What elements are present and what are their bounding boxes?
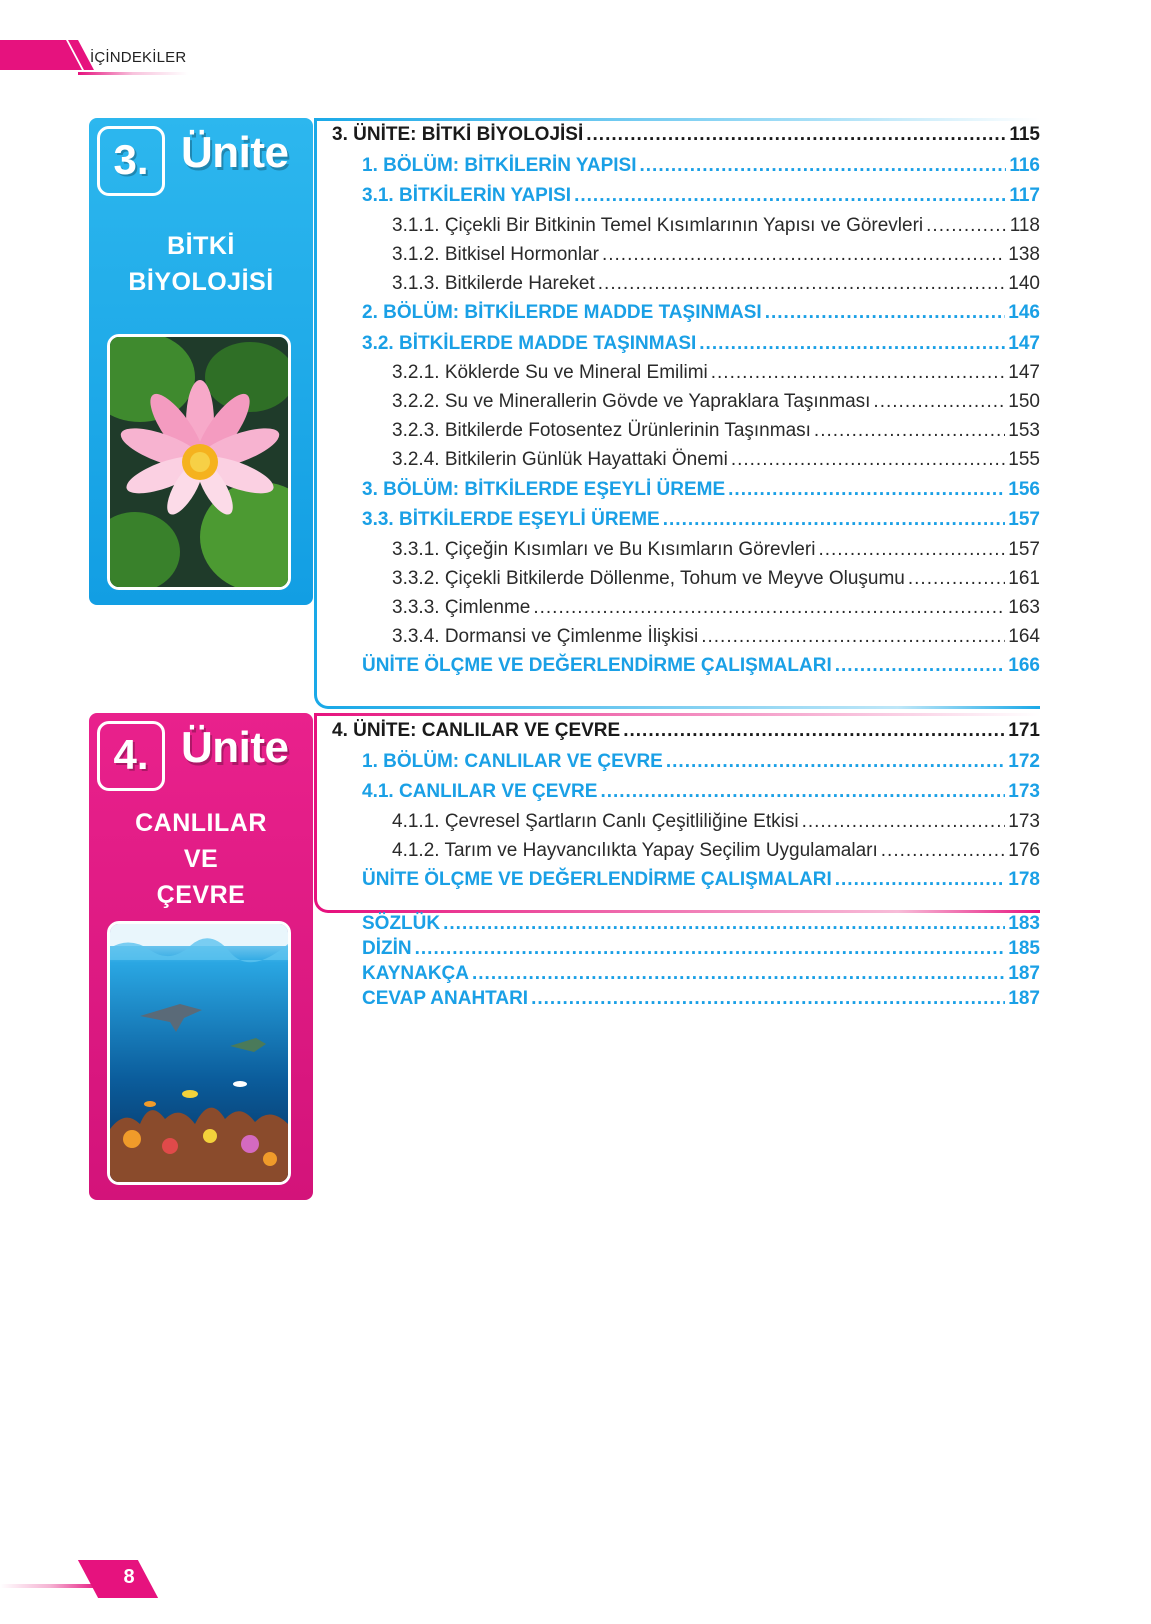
- dot-leader: [639, 155, 1006, 177]
- toc-entry-page: 157: [1008, 538, 1040, 560]
- toc-entry-page: 147: [1008, 362, 1040, 383]
- dot-leader: [602, 244, 1005, 266]
- toc-entry-page: 178: [1008, 869, 1040, 890]
- toc-entry-page: 156: [1008, 478, 1040, 500]
- dot-leader: [586, 124, 1006, 146]
- dot-leader: [908, 568, 1005, 590]
- toc-entry-title: 3.2.4. Bitkilerin Günlük Hayattaki Önemi: [392, 449, 728, 470]
- dot-leader: [711, 362, 1006, 384]
- toc-entry-title: 4.1. CANLILAR VE ÇEVRE: [362, 781, 598, 802]
- toc-entry[interactable]: [362, 938, 1040, 960]
- toc-entry-title: KAYNAKÇA: [362, 963, 469, 984]
- dot-leader: [802, 811, 1006, 833]
- toc-entry[interactable]: [392, 391, 1040, 413]
- toc-entry[interactable]: [332, 720, 1040, 742]
- toc-entry[interactable]: [392, 568, 1040, 590]
- dot-leader: [835, 655, 1006, 677]
- dot-leader: [574, 185, 1006, 207]
- dot-leader: [881, 840, 1006, 862]
- toc-entry-title: 3. BÖLÜM: BİTKİLERDE EŞEYLİ ÜREME: [362, 478, 726, 500]
- dot-leader: [663, 509, 1006, 531]
- toc-entry-page: 172: [1008, 750, 1040, 772]
- toc-entry-title: 3.3.2. Çiçekli Bitkilerde Döllenme, Tohum ve Meyve Oluşumu: [392, 567, 905, 589]
- unit-word: Ünite: [181, 128, 289, 177]
- toc-entry-title: CEVAP ANAHTARI: [362, 988, 529, 1009]
- dot-leader: [666, 751, 1005, 773]
- toc-entry-page: 155: [1008, 449, 1040, 470]
- toc-entry-page: 166: [1008, 655, 1040, 676]
- toc-entry[interactable]: [392, 597, 1040, 619]
- header-underline: [78, 72, 188, 75]
- toc-entry-page: 150: [1008, 391, 1040, 412]
- toc-entry-page: 187: [1008, 988, 1040, 1009]
- toc-entry[interactable]: [362, 655, 1040, 677]
- toc-entry-page: 171: [1008, 720, 1040, 741]
- toc-entry-page: 187: [1008, 963, 1040, 984]
- toc-entry-page: 173: [1008, 810, 1040, 832]
- toc-entry-title: 1. BÖLÜM: CANLILAR VE ÇEVRE: [362, 750, 663, 772]
- toc-entry-page: 163: [1008, 596, 1040, 618]
- toc-entry[interactable]: [392, 811, 1040, 833]
- toc-entry-page: 138: [1008, 243, 1040, 265]
- dot-leader: [699, 333, 1005, 355]
- toc-entry-page: 183: [1008, 913, 1040, 934]
- toc-entry[interactable]: [332, 124, 1040, 146]
- toc-entry-page: 185: [1008, 938, 1040, 959]
- toc-entry-page: 140: [1008, 272, 1040, 294]
- toc-entry[interactable]: [362, 988, 1040, 1010]
- toc-entry-title: 3.1. BİTKİLERİN YAPISI: [362, 185, 572, 206]
- toc-entry[interactable]: [392, 840, 1040, 862]
- dot-leader: [765, 302, 1006, 324]
- toc-entry-title: 4. ÜNİTE: CANLILAR VE ÇEVRE: [332, 720, 621, 741]
- dot-leader: [531, 988, 1005, 1010]
- unit-3-card: [89, 118, 313, 605]
- toc-entry-title: 3.2.3. Bitkilerde Fotosentez Ürünlerinin Taşınması: [392, 420, 811, 441]
- toc-entry-title: 3.2. BİTKİLERDE MADDE TAŞINMASI: [362, 332, 697, 354]
- dot-leader: [835, 869, 1006, 891]
- dot-leader: [533, 597, 1005, 619]
- toc-entry[interactable]: [362, 509, 1040, 531]
- toc-entry[interactable]: [362, 479, 1040, 501]
- toc-entry-page: 176: [1008, 839, 1040, 861]
- toc-entry-title: SÖZLÜK: [362, 913, 441, 934]
- toc-entry-title: 3.2.2. Su ve Minerallerin Gövde ve Yapraklara Taşınması: [392, 391, 871, 412]
- toc-entry[interactable]: [362, 302, 1040, 324]
- underwater-reef-photo: [107, 921, 291, 1185]
- dot-leader: [623, 720, 1005, 742]
- toc-entry[interactable]: [362, 185, 1040, 207]
- toc-entry[interactable]: [392, 626, 1040, 648]
- divider: [330, 706, 1040, 709]
- toc-entry-title: 3.3. BİTKİLERDE EŞEYLİ ÜREME: [362, 509, 660, 530]
- toc-entry[interactable]: [392, 420, 1040, 442]
- toc-entry-page: 116: [1009, 154, 1040, 176]
- unit-name-line: ÇEVRE: [156, 881, 246, 909]
- toc-entry-title: DİZİN: [362, 938, 412, 959]
- unit-name-line: BİTKİ: [167, 232, 235, 260]
- toc-entry[interactable]: [392, 449, 1040, 471]
- dot-leader: [818, 539, 1005, 561]
- dot-leader: [472, 963, 1005, 985]
- toc-entry-title: 3.1.2. Bitkisel Hormonlar: [392, 243, 599, 265]
- toc-entry-page: 147: [1008, 332, 1040, 354]
- toc-entry[interactable]: [392, 244, 1040, 266]
- toc-entry[interactable]: [392, 362, 1040, 384]
- footer-line: [0, 1584, 100, 1588]
- dot-leader: [731, 449, 1005, 471]
- toc-entry-title: ÜNİTE ÖLÇME VE DEĞERLENDİRME ÇALIŞMALARI: [362, 655, 832, 676]
- unit-number: 3.: [97, 126, 165, 196]
- unit-number: 4.: [97, 721, 165, 791]
- toc-entry-title: 3. ÜNİTE: BİTKİ BİYOLOJİSİ: [332, 124, 584, 145]
- toc-entry[interactable]: [392, 539, 1040, 561]
- toc-entry-title: 1. BÖLÜM: BİTKİLERİN YAPISI: [362, 154, 637, 176]
- toc-entry[interactable]: [362, 913, 1040, 935]
- page-title: İÇİNDEKİLER: [90, 49, 187, 66]
- dot-leader: [728, 479, 1005, 501]
- divider: [314, 118, 1040, 121]
- toc-entry-page: 118: [1009, 214, 1040, 236]
- unit-name-line: VE: [183, 845, 219, 873]
- toc-entry-page: 117: [1009, 185, 1040, 206]
- dot-leader: [873, 391, 1005, 413]
- toc-entry-title: 2. BÖLÜM: BİTKİLERDE MADDE TAŞINMASI: [362, 302, 762, 323]
- toc-entry-page: 173: [1008, 781, 1040, 802]
- toc-entry-page: 161: [1008, 567, 1040, 589]
- toc-entry-title: 4.1.2. Tarım ve Hayvancılıkta Yapay Seçilim Uygulamaları: [392, 839, 878, 861]
- toc-entry[interactable]: [362, 869, 1040, 891]
- toc-entry[interactable]: [362, 155, 1040, 177]
- toc-entry-title: 4.1.1. Çevresel Şartların Canlı Çeşitliliğine Etkisi: [392, 810, 799, 832]
- toc-entry-title: 3.3.4. Dormansi ve Çimlenme İlişkisi: [392, 625, 699, 647]
- toc-entry[interactable]: [362, 333, 1040, 355]
- toc-entry-title: 3.2.1. Köklerde Su ve Mineral Emilimi: [392, 362, 708, 383]
- page-number: 8: [123, 1566, 135, 1588]
- dot-leader: [415, 938, 1006, 960]
- toc-entry[interactable]: [362, 963, 1040, 985]
- toc-entry[interactable]: [362, 781, 1040, 803]
- toc-entry-page: 164: [1008, 625, 1040, 647]
- unit-name-line: BİYOLOJİSİ: [128, 268, 274, 296]
- toc-entry-page: 153: [1008, 420, 1040, 441]
- toc-entry-title: 3.3.1. Çiçeğin Kısımları ve Bu Kısımların Görevleri: [392, 538, 816, 560]
- toc-entry[interactable]: [362, 751, 1040, 773]
- unit-4-card: [89, 713, 313, 1200]
- toc-entry-title: 3.3.3. Çimlenme: [392, 596, 531, 618]
- dot-leader: [443, 913, 1005, 935]
- dot-leader: [701, 626, 1005, 648]
- dot-leader: [814, 420, 1005, 442]
- unit-word: Ünite: [181, 723, 289, 772]
- dot-leader: [926, 215, 1007, 237]
- toc-entry-page: 146: [1008, 302, 1040, 323]
- toc-entry-page: 115: [1009, 124, 1040, 145]
- divider: [314, 713, 1040, 716]
- toc-entry[interactable]: [392, 215, 1040, 237]
- toc-entry[interactable]: [392, 273, 1040, 295]
- toc-entry-title: 3.1.3. Bitkilerde Hareket: [392, 272, 595, 294]
- dot-leader: [600, 781, 1005, 803]
- toc-entry-title: ÜNİTE ÖLÇME VE DEĞERLENDİRME ÇALIŞMALARI: [362, 869, 832, 890]
- water-lily-photo: [107, 334, 291, 590]
- dot-leader: [598, 273, 1006, 295]
- unit-name-line: CANLILAR: [135, 809, 267, 837]
- toc-entry-title: 3.1.1. Çiçekli Bir Bitkinin Temel Kısımlarının Yapısı ve Görevleri: [392, 214, 924, 236]
- toc-entry-page: 157: [1008, 509, 1040, 530]
